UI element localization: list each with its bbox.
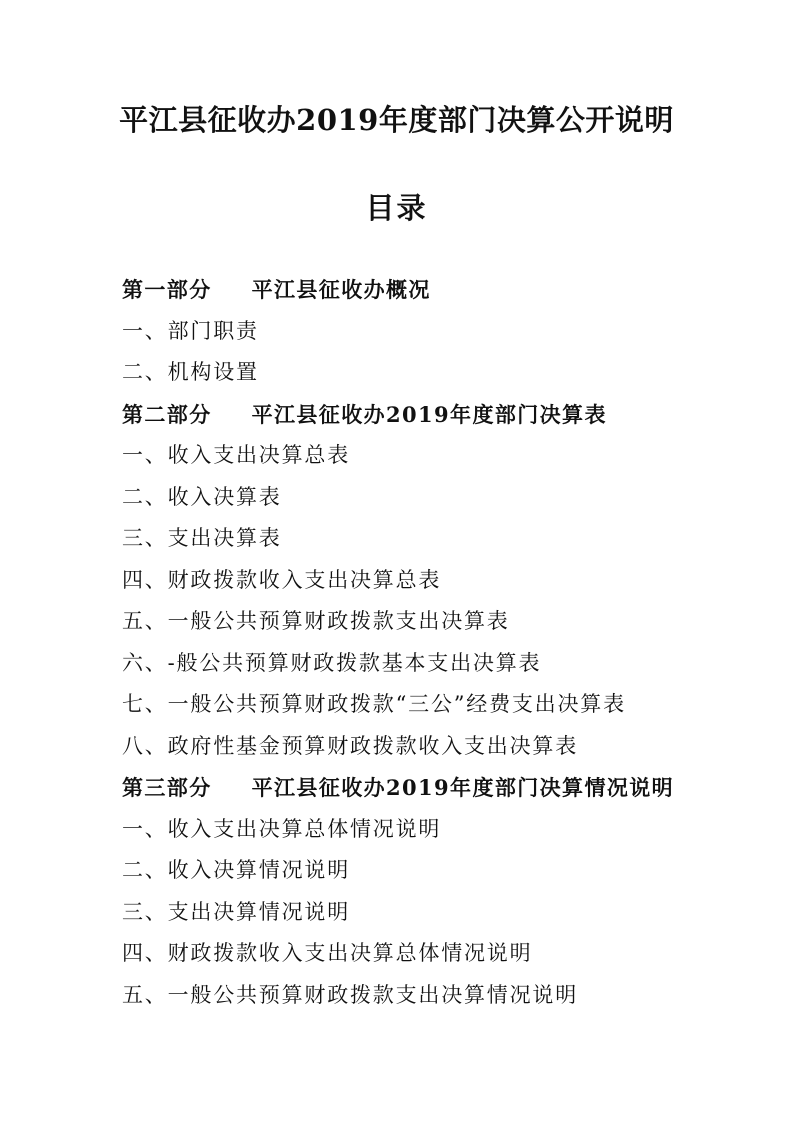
toc-heading: 目录 (365, 191, 428, 225)
part-label: 第二部分 (122, 401, 212, 427)
toc-item: 四、财政拨款收入支出决算总体情况说明 (122, 941, 533, 965)
toc-item: 一、收入支出决算总表 (122, 443, 350, 467)
table-of-contents (122, 269, 762, 1016)
part-title: 平江县征收办概况 (251, 277, 431, 302)
toc-item: 四、财政拨款收入支出决算总表 (122, 567, 442, 592)
part-title: 平江县征收办2019年度部门决算表 (251, 401, 607, 427)
part-title: 平江县征收办2019年度部门决算情况说明 (251, 775, 675, 800)
toc-item: 二、收入决算情况说明 (122, 858, 350, 882)
toc-item: 七、一般公共预算财政拨款“三公”经费支出决算表 (122, 692, 626, 716)
toc-part-heading (122, 394, 762, 436)
toc-part-heading (122, 767, 762, 809)
toc-part-heading (122, 269, 762, 311)
toc-item: 一、部门职责 (122, 318, 259, 343)
toc-item: 五、一般公共预算财政拨款支出决算表 (122, 609, 510, 633)
part-label: 第三部分 (122, 775, 212, 800)
toc-item: 三、支出决算情况说明 (122, 899, 350, 924)
toc-item: 六、-般公共预算财政拨款基本支出决算表 (122, 650, 542, 675)
part-label: 第一部分 (122, 277, 212, 302)
toc-item: 五、一般公共预算财政拨款支出决算情况说明 (122, 982, 578, 1007)
toc-item: 三、支出决算表 (122, 526, 282, 550)
toc-item: 一、收入支出决算总体情况说明 (122, 816, 442, 841)
toc-item: 二、机构设置 (122, 360, 259, 384)
document-title: 平江县征收办2019年度部门决算公开说明 (119, 103, 674, 137)
toc-item: 二、收入决算表 (122, 484, 282, 509)
toc-item: 八、政府性基金预算财政拨款收入支出决算表 (122, 733, 578, 758)
